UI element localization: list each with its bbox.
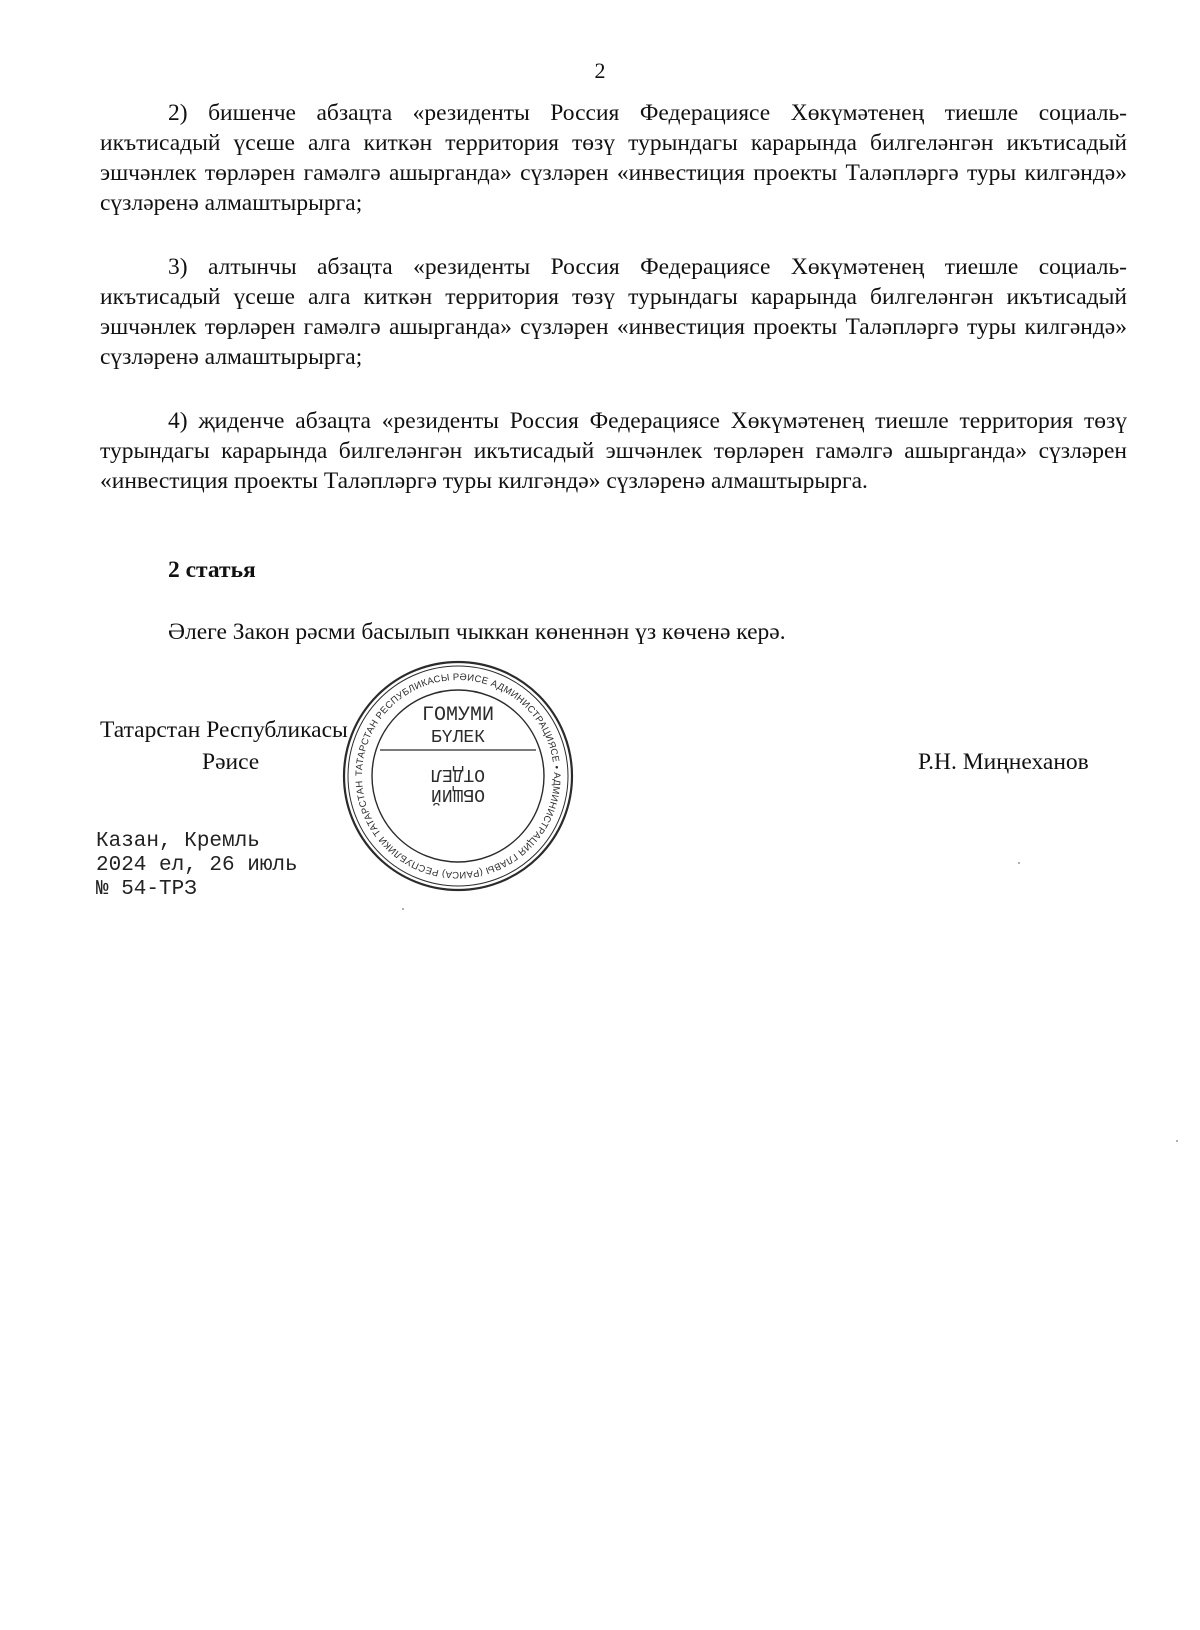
place-line: Казан, Кремль: [96, 830, 260, 853]
paragraph-text: 2) бишенче абзацта «резиденты Россия Федерациясе Хөкүмәтенең тиешле социаль-икътисадый үсеше алга киткән территория төзү турындагы карарында билгеләнгән икътисадый эшчәнлек төрләрен гамәлгә ашырганда» сүзләрен «инвестиция проекты Таләпләргә туры килгәндә» сүзләренә алмаштырырга;: [100, 100, 1127, 216]
date-line: 2024 ел, 26 июль: [96, 854, 298, 877]
article-heading: 2 статья: [168, 557, 256, 583]
seal-line-3: ОБЩИЙ: [430, 784, 486, 804]
page-number: 2: [594, 58, 606, 83]
scan-speck: [1176, 1140, 1178, 1142]
scan-speck: [1018, 862, 1020, 864]
signer-name: Р.Н. Миңнеханов: [918, 749, 1089, 775]
article-body: Әлеге Закон рәсми басылып чыккан көненнән үз көченә керә.: [168, 619, 786, 645]
seal-line-1: ГОМУМИ: [421, 704, 495, 727]
paragraph-text: 4) җиденче абзацта «резиденты Россия Федерациясе Хөкүмәтенең тиешле территория төзү турындагы карарында билгеләнгән икътисадый эшчәнлек төрләрен гамәлгә ашырганда» сүзләрен «инвестиция проекты Таләпләргә туры килгәндә» сүзләренә алмаштырырга.: [100, 408, 1127, 494]
paragraph-text: 3) алтынчы абзацта «резиденты Россия Федерациясе Хөкүмәтенең тиешле социаль-икътисадый үсеше алга киткән территория төзү турындагы карарында билгеләнгән икътисадый эшчәнлек төрләрен гамәлгә ашырганда» сүзләрен «инвестиция проекты Таләпләргә туры килгәндә» сүзләренә алмаштырырга;: [100, 254, 1127, 370]
signer-title-line1: Татарстан Республикасы: [100, 717, 348, 743]
signer-title-line2: Рәисе: [202, 749, 260, 775]
seal-line-2: БҮЛЕК: [430, 728, 486, 748]
paragraph-item-3: [100, 252, 1127, 372]
paragraph-item-4: [100, 406, 1127, 496]
place-date-block: [96, 830, 298, 902]
law-number-line: № 54-ТРЗ: [96, 878, 197, 901]
official-seal-stamp: [340, 658, 576, 894]
scan-speck: [402, 908, 404, 910]
paragraph-item-2: [100, 98, 1127, 218]
seal-line-4: ОТДЕЛ: [430, 764, 486, 784]
seal-ring-text: ТАТАРСТАН РЕСПУБЛИКАСЫ РӘИСЕ АДМИНИСТРАЦИЯСЕ • АДМИНИСТРАЦИЯ ГЛАВЫ (РАИСА) РЕСПУБЛИКИ ТАТАРСТАН: [353, 671, 563, 881]
